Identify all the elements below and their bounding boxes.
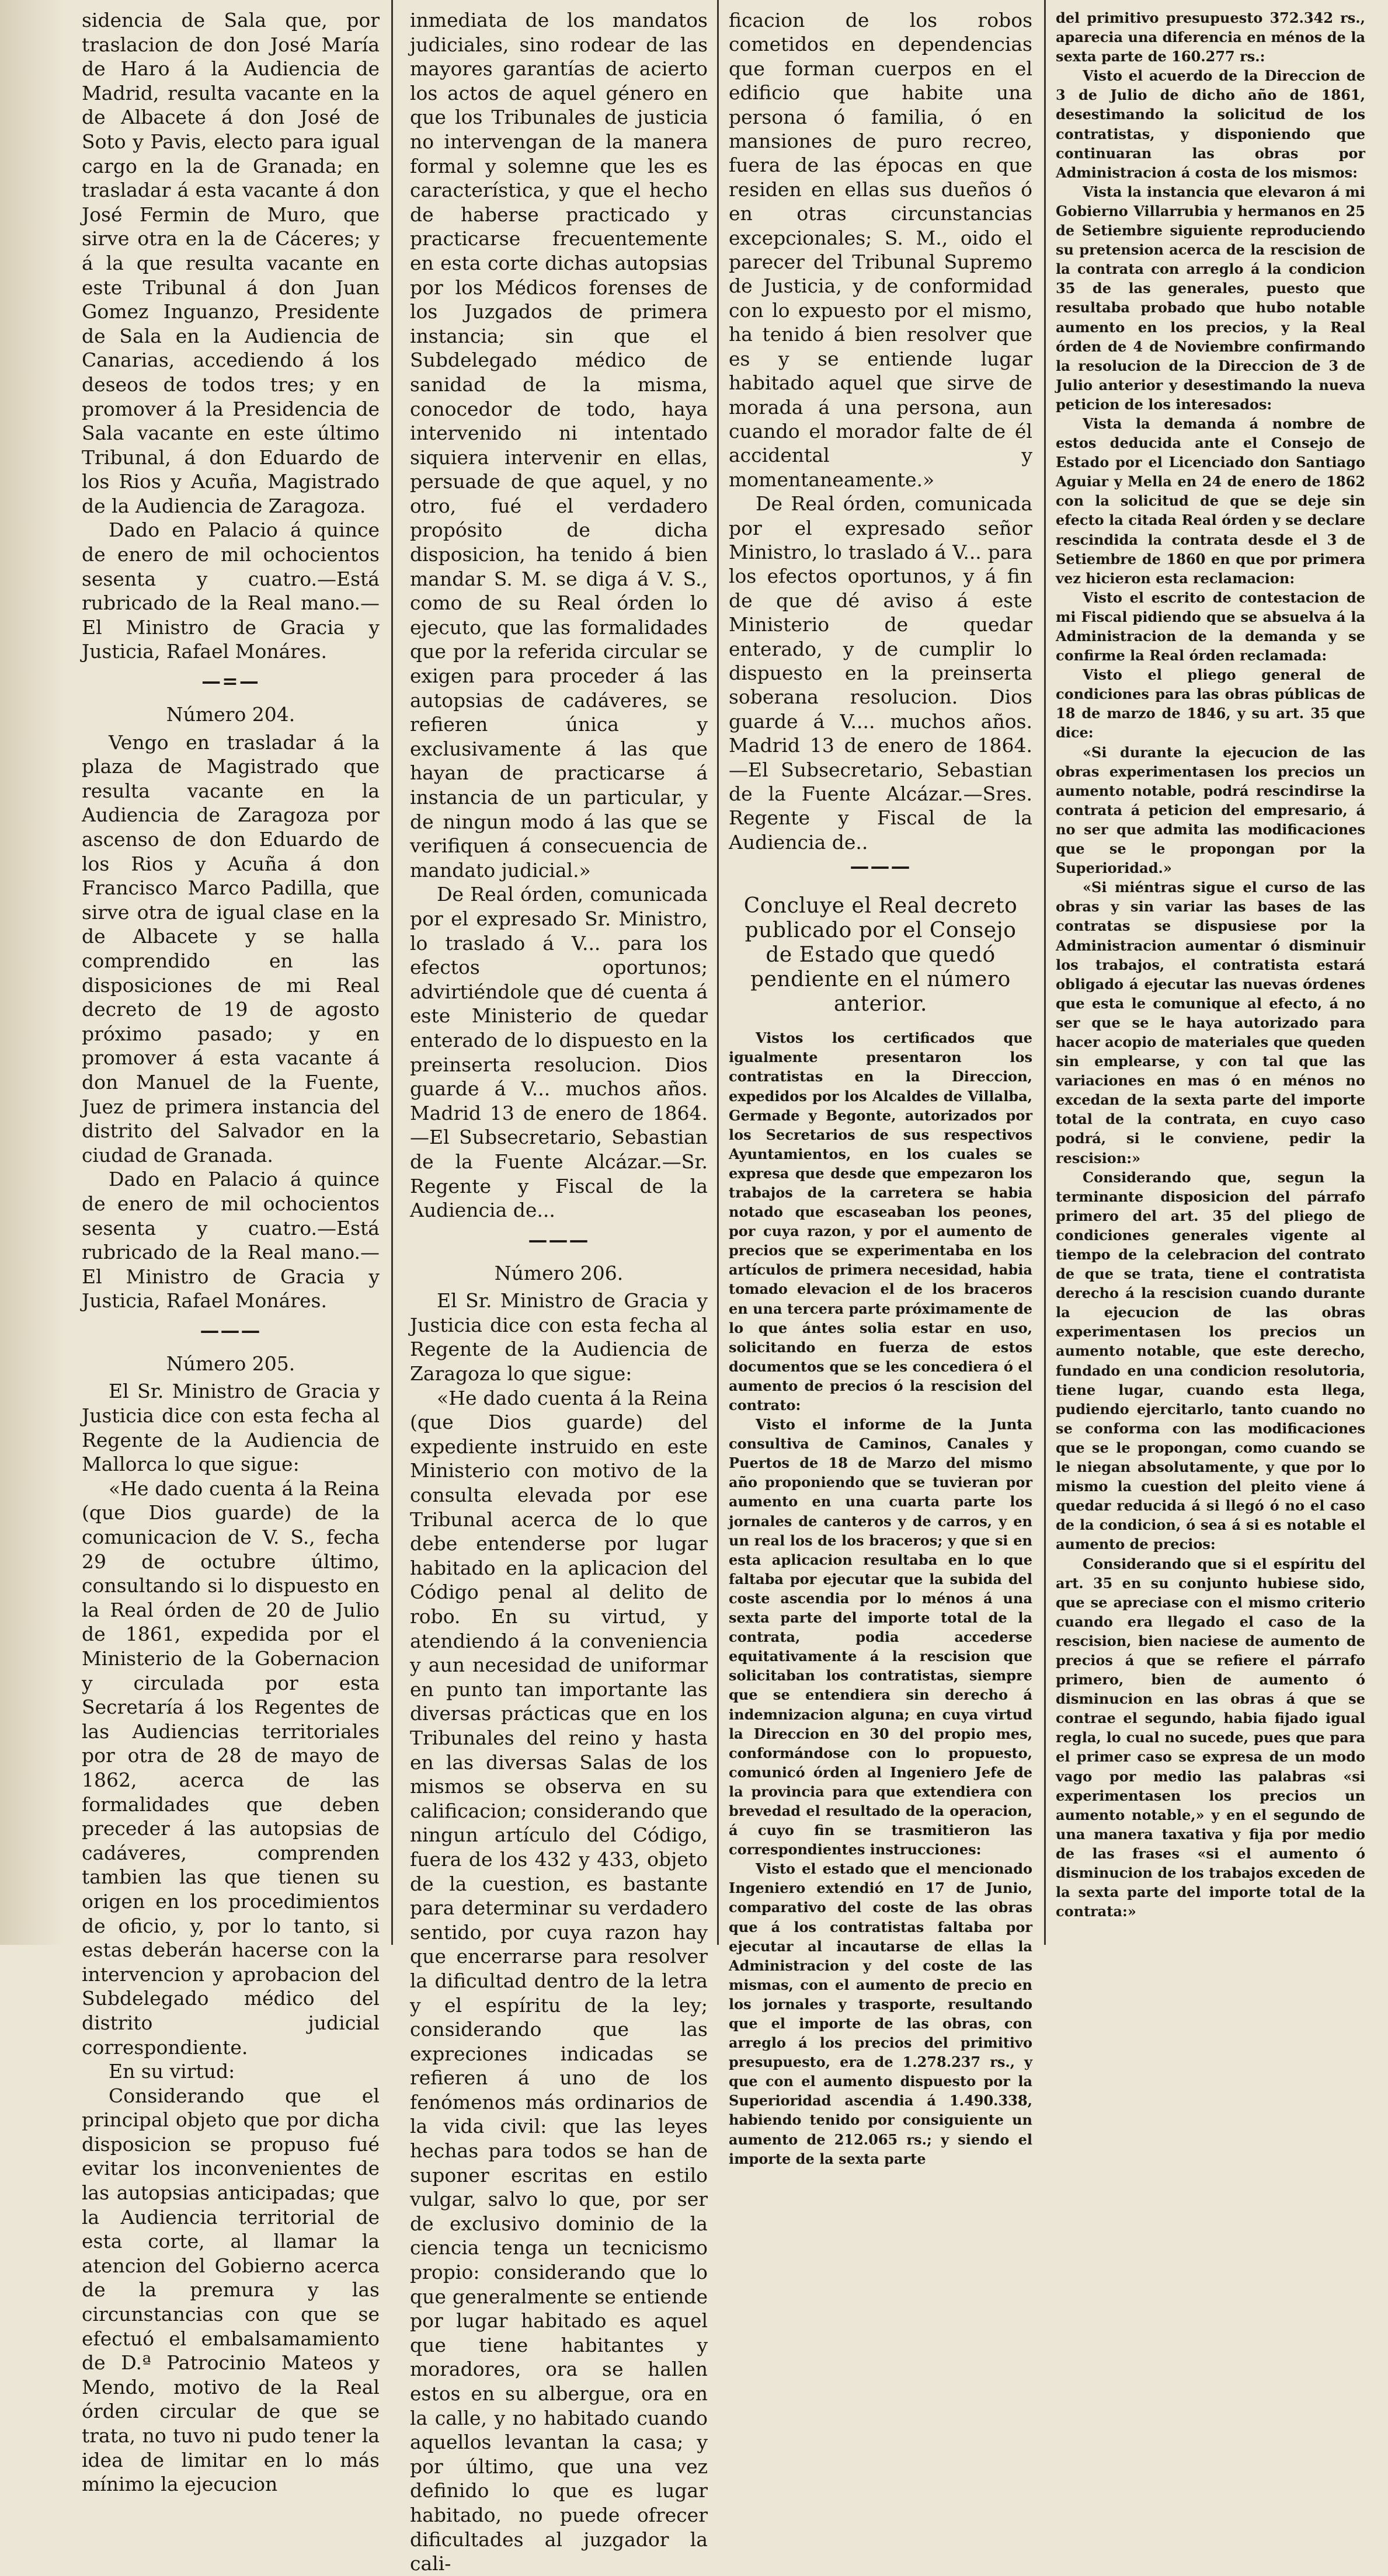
paragraph: Considerando que, segun la terminante disposicion del párrafo primero del art. 35 del pliego de condiciones generales vigente al tiempo de la celebracion del contrato de que se trata, tiene el contratista derecho á la rescision cuando durante la ejecucion de las obras experimentasen los precios un aumento notable, que este derecho, fundado en una condicion resolutoria, tiene lugar, cuando esta llega, pudiendo ejercitarlo, tanto cuando no se conforma con las modificaciones que se le propongan, como cuando se le niegan absolutamente, y que por lo mismo la cuestion del pleito viene á quedar reducida á si llegó ó no el caso de la condicion, ó sea á si es notable el aumento de precios:: [1056, 1168, 1365, 1553]
paragraph: Vista la demanda á nombre de estos deducida ante el Consejo de Estado por el Licenciado don Santiago Aguiar y Mella en 24 de enero de 1862 con la solicitud de que se deje sin efecto la citada Real órden y se declare rescindida la contrata desde el 3 de Setiembre de 1860 en que por primera vez hicieron esta reclamacion:: [1056, 415, 1365, 587]
paragraph: Visto el escrito de contestacion de mi Fiscal pidiendo que se absuelva á la Administracion de la demanda y se confirme la Real órden reclamada:: [1056, 589, 1365, 664]
separator: ———: [850, 855, 912, 878]
paragraph: ficacion de los robos cometidos en dependencias que forman cuerpos en el edificio que habite una persona ó familia, ó en mansiones de puro recreo, fuera de las épocas en que residen en ellas sus dueños ó en otras circunstancias excepcionales; S. M., oido el parecer del Tribunal Supremo de Justicia, y de conformidad con lo expuesto por el mismo, ha tenido á bien resolver que es y se entiende lugar habitado aquel que sirve de morada á una persona, aun cuando el morador falte de él accidental y momentaneamente.»: [729, 9, 1032, 491]
paragraph: Visto el acuerdo de la Direccion de 3 de Julio de dicho año de 1861, desestimando la solicitud de los contratistas, y disponiendo que continuaran las obras por Administracion á costa de los mismos:: [1056, 67, 1365, 181]
separator: —=—: [201, 670, 260, 693]
paragraph: «He dado cuenta á la Reina (que Dios guarde) de la comunicacion de V. S., fecha 29 de octubre último, consultando si lo dispuesto en la Real órden de 20 de Julio de 1861, expedida por el Ministerio de la Gobernacion y circulada por esta Secretaría á los Regentes de las Audiencias territoriales por otra de 28 de mayo de 1862, acerca de las formalidades que deben preceder á las autopsias de cadáveres, comprenden tambien las que tienen su origen en los procedimientos de oficio, y, por lo tanto, si estas deberán hacerse con la intervencion y aprobacion del Subdelegado médico del distrito judicial correspondiente.: [82, 1477, 380, 2059]
section-number: Número 204.: [166, 703, 295, 726]
paragraph: «He dado cuenta á la Reina (que Dios guarde) del expediente instruido en este Ministerio con motivo de la consulta elevada por ese Tribunal acerca de lo que debe entenderse por lugar habitado en la aplicacion del Código penal al delito de robo. En su virtud, y atendiendo á la conveniencia y aun necesidad de uniformar en punto tan importante las diversas prácticas que en los Tribunales del reino y hasta en las diversas Salas de los mismos se observa en su calificacion; considerando que ningun artículo del Código, fuera de los 432 y 433, objeto de la cuestion, es bastante para determinar su verdadero sentido, por cuya razon hay que encerrarse para resolver la dificultad dentro de la letra y el espíritu de la ley; considerando que las expreciones indicadas se refieren á uno de los fenómenos más ordinarios de la vida civil: que las leyes hechas para todos se han de suponer escritas en estilo vulgar, salvo lo que, por ser de exclusivo dominio de la ciencia tenga un tecnicismo propio: considerando que lo que generalmente se entiende por lugar habitado es aquel que tiene habitantes y moradores, ora se hallen estos en su albergue, ora en la calle, y no habitado cuando aquellos levantan la casa; y por último, que una vez definido lo que es lugar habitado, no puede ofrecer dificultades al juzgador la cali-: [410, 1386, 708, 2575]
paragraph: De Real órden, comunicada por el expresado señor Ministro, lo traslado á V... para los efectos oportunos, y á fin de que dé aviso á este Ministerio de quedar enterado, y de cumplir lo dispuesto en la preinserta soberana resolucion. Dios guarde á V.... muchos años. Madrid 13 de enero de 1864.—El Subsecretario, Sebastian de la Fuente Alcázar.—Sres. Regente y Fiscal de la Audiencia de..: [729, 492, 1032, 854]
separator: ———: [528, 1228, 590, 1251]
paragraph: Vengo en trasladar á la plaza de Magistrado que resulta vacante en la Audiencia de Zaragoza por ascenso de don Eduardo de los Rios y Acuña á don Francisco Marco Padilla, que sirve otra de igual clase en la de Albacete y se halla comprendido en las disposiciones de mi Real decreto de 19 de agosto próximo pasado; y en promover á esta vacante á don Manuel de la Fuente, Juez de primera instancia del distrito del Salvador en la ciudad de Granada.: [82, 730, 380, 1167]
paragraph: Considerando que el principal objeto que por dicha disposicion se propuso fué evitar los inconvenientes de las autopsias anticipadas; que la Audiencia territorial de esta corte, al llamar la atencion del Gobierno acerca de la premura y las circunstancias con que se efectuó el embalsamamiento de D.ª Patrocinio Mateos y Mendo, motivo de la Real órden circular de que se trata, no tuvo ni pudo tener la idea de limitar en lo más mínimo la ejecucion: [82, 2084, 380, 2496]
paragraph: Visto el estado que el mencionado Ingeniero extendió en 17 de Junio, comparativo del coste de las obras que á los contratistas faltaba por ejecutar al incautarse de ellas la Administracion y del coste de las mismas, con el aumento de precio en los jornales y trasporte, resultando que el importe de las obras, con arreglo á los precios del primitivo presupuesto, era de 1.278.237 rs., y que con el aumento dispuesto por la Superioridad ascendia á 1.490.338, habiendo tenido por consiguiente un aumento de 212.065 rs.; y siendo el importe de la sexta parte: [729, 1860, 1032, 2167]
paragraph: Considerando que si el espíritu del art. 35 en su conjunto hubiese sido, que se apreciase con el mismo criterio cuando era llegado el caso de la rescision, bien naciese de aumento de precios á que se refiere el párrafo primero, bien de aumento ó disminucion en las obras á que se contrae el segundo, habia fijado igual regla, lo cual no sucede, pues que para el primer caso se expresa de un modo vago por medio las palabras «si experimentasen los precios un aumento notable,» y en el segundo de una manera taxativa y fija por medio de las frases «si el aumento ó disminucion de los trabajos exceden de la sexta parte del importe total de la contrata:»: [1056, 1555, 1365, 1920]
paragraph: Vista la instancia que elevaron á mi Gobierno Villarrubia y hermanos en 25 de Setiembre siguiente reproduciendo su pretension acerca de la rescision de la contrata con arreglo á la condicion 35 de las generales, puesto que resultaba probado que hubo notable aumento en los precios, y la Real órden de 4 de Noviembre confirmando la resolucion de la Direccion de 3 de Julio anterior y desestimando la nueva peticion de los interesados:: [1056, 183, 1365, 413]
column-rule: [391, 0, 393, 1945]
separator: ———: [200, 1318, 262, 1342]
column-1: [82, 8, 380, 2496]
paragraph: «Si durante la ejecucion de las obras experimentasen los precios un aumento notable, podrá rescindirse la contrata á peticion del empresario, á no ser que admita las modificaciones que se le propongan por la Superioridad.»: [1056, 743, 1365, 877]
column-4: [1056, 8, 1365, 1935]
paragraph: Dado en Palacio á quince de enero de mil ochocientos sesenta y cuatro.—Está rubricado de la Real mano.—El Ministro de Gracia y Justicia, Rafael Monáres.: [82, 518, 380, 663]
paragraph: Visto el informe de la Junta consultiva de Caminos, Canales y Puertos de 18 de Marzo del mismo año proponiendo que se tuvieran por aumento en una cuarta parte los jornales de canteros y de carros, y en un real los de los braceros; y que si en esta aplicacion resultaba en lo que faltaba por ejecutar que la subida del coste ascendia por lo ménos á una sexta parte del importe total de la contrata, podia accederse equitativamente á la rescision que solicitaban los contratistas, siempre que se entendiera sin derecho á indemnizacion alguna; en cuya virtud la Direccion en 30 del propio mes, conformándose con lo propuesto, comunicó órden al Ingeniero Jefe de la provincia para que extendiera con brevedad el resultado de la operacion, á cuyo fin se trasmitieron las correspondientes instrucciones:: [729, 1416, 1032, 1858]
paragraph: inmediata de los mandatos judiciales, sino rodear de las mayores garantías de acierto los actos de aquel género en que los Tribunales de justicia no intervengan de la manera formal y solemne que les es característica, y que el hecho de haberse practicado y practicarse frecuentemente en esta corte dichas autopsias por los Médicos forenses de los Juzgados de primera instancia; sin que el Subdelegado médico de sanidad de la misma, conocedor de todo, haya intervenido ni intentado siquiera intervenir en ellas, persuade de que aquel, y no otro, fué el verdadero propósito de dicha disposicion, ha tenido á bien mandar S. M. se diga á V. S., como de su Real órden lo ejecuto, que las formalidades que por la referida circular se exigen para proceder á las autopsias de cadáveres, se refieren única y exclusivamente á las que hayan de practicarse á instancia de un particular, y de ningun modo á las que se verifiquen á consecuencia de mandato judicial.»: [410, 9, 708, 882]
column-2: [410, 8, 708, 2575]
paragraph: En su virtud:: [109, 2060, 235, 2083]
column-3: [729, 8, 1032, 2167]
column-rule: [717, 0, 719, 1945]
paragraph: del primitivo presupuesto 372.342 rs., aparecia una diferencia en ménos de la sexta parte de 160.277 rs.:: [1056, 9, 1365, 65]
page-edge-shadow: [0, 0, 64, 1945]
paragraph: sidencia de Sala que, por traslacion de don José María de Haro á la Audiencia de Madrid, resulta vacante en la de Albacete á don José de Soto y Pavis, electo para igual cargo en la de Granada; en trasladar á esta vacante á don José Fermin de Muro, que sirve otra en la de Cáceres; y á la que resulta vacante en este Tribunal á don Juan Gomez Inguanzo, Presidente de Sala en la Audiencia de Canarias, accediendo á los deseos de todos tres; y en promover á la Presidencia de Sala vacante en este último Tribunal, á don Eduardo de los Rios y Acuña, Magistrado de la Audiencia de Zaragoza.: [82, 9, 380, 517]
paragraph: El Sr. Ministro de Gracia y Justicia dice con esta fecha al Regente de la Audiencia de Mallorca lo que sigue:: [82, 1380, 380, 1476]
paragraph: De Real órden, comunicada por el expresado Sr. Ministro, lo traslado á V... para los efectos oportunos; advirtiéndole que dé cuenta á este Ministerio de quedar enterado de lo dispuesto en la preinserta resolucion. Dios guarde á V... muchos años. Madrid 13 de enero de 1864.—El Subsecretario, Sebastian de la Fuente Alcázar.—Sr. Regente y Fiscal de la Audiencia de...: [410, 883, 708, 1222]
paragraph: Visto el pliego general de condiciones para las obras públicas de 18 de marzo de 1846, y su art. 35 que dice:: [1056, 666, 1365, 742]
section-number: Número 206.: [494, 1261, 624, 1284]
paragraph: «Si miéntras sigue el curso de las obras y sin variar las bases de las contratas se dispusiese por la Administracion aumentar ó disminuir los trabajos, el contratista estará obligado á ejecutar las nuevas órdenes que esta le comunique al efecto, á no ser que se le haya autorizado para hacer acopio de materiales que queden sin emplearse, y con tal que las variaciones en mas ó en ménos no excedan de la sexta parte del importe total de la contrata, en cuyo caso podrá, si le conviene, pedir la rescision:»: [1056, 879, 1365, 1167]
paragraph: Dado en Palacio á quince de enero de mil ochocientos sesenta y cuatro.—Está rubricado de la Real mano.—El Ministro de Gracia y Justicia, Rafael Monáres.: [82, 1168, 380, 1313]
column-rule: [1044, 0, 1046, 1945]
paragraph: Vistos los certificados que igualmente presentaron los contratistas en la Direccion, expedidos por los Alcaldes de Villalba, Germade y Begonte, autorizados por los Secretarios de sus respectivos Ayuntamientos, en los cuales se expresa que desde que empezaron los trabajos de la carretera se habia notado que escaseaban los peones, por cuya razon, y por el aumento de precios que se experimentaba en los artículos de primera necesidad, habia tomado elevacion el de los braceros en una tercera parte próximamente de lo que ántes solia estar en uso, solicitando en fuerza de estos documentos que se les concediera ó el aumento de precios ó la rescision del contrato:: [729, 1029, 1032, 1414]
section-number: Número 205.: [166, 1352, 295, 1375]
paragraph: El Sr. Ministro de Gracia y Justicia dice con esta fecha al Regente de la Audiencia de Zaragoza lo que sigue:: [410, 1289, 708, 1386]
section-subtitle: Concluye el Real decreto publicado por el Consejo de Estado que quedó pendiente en el número anterior.: [743, 894, 1018, 1017]
